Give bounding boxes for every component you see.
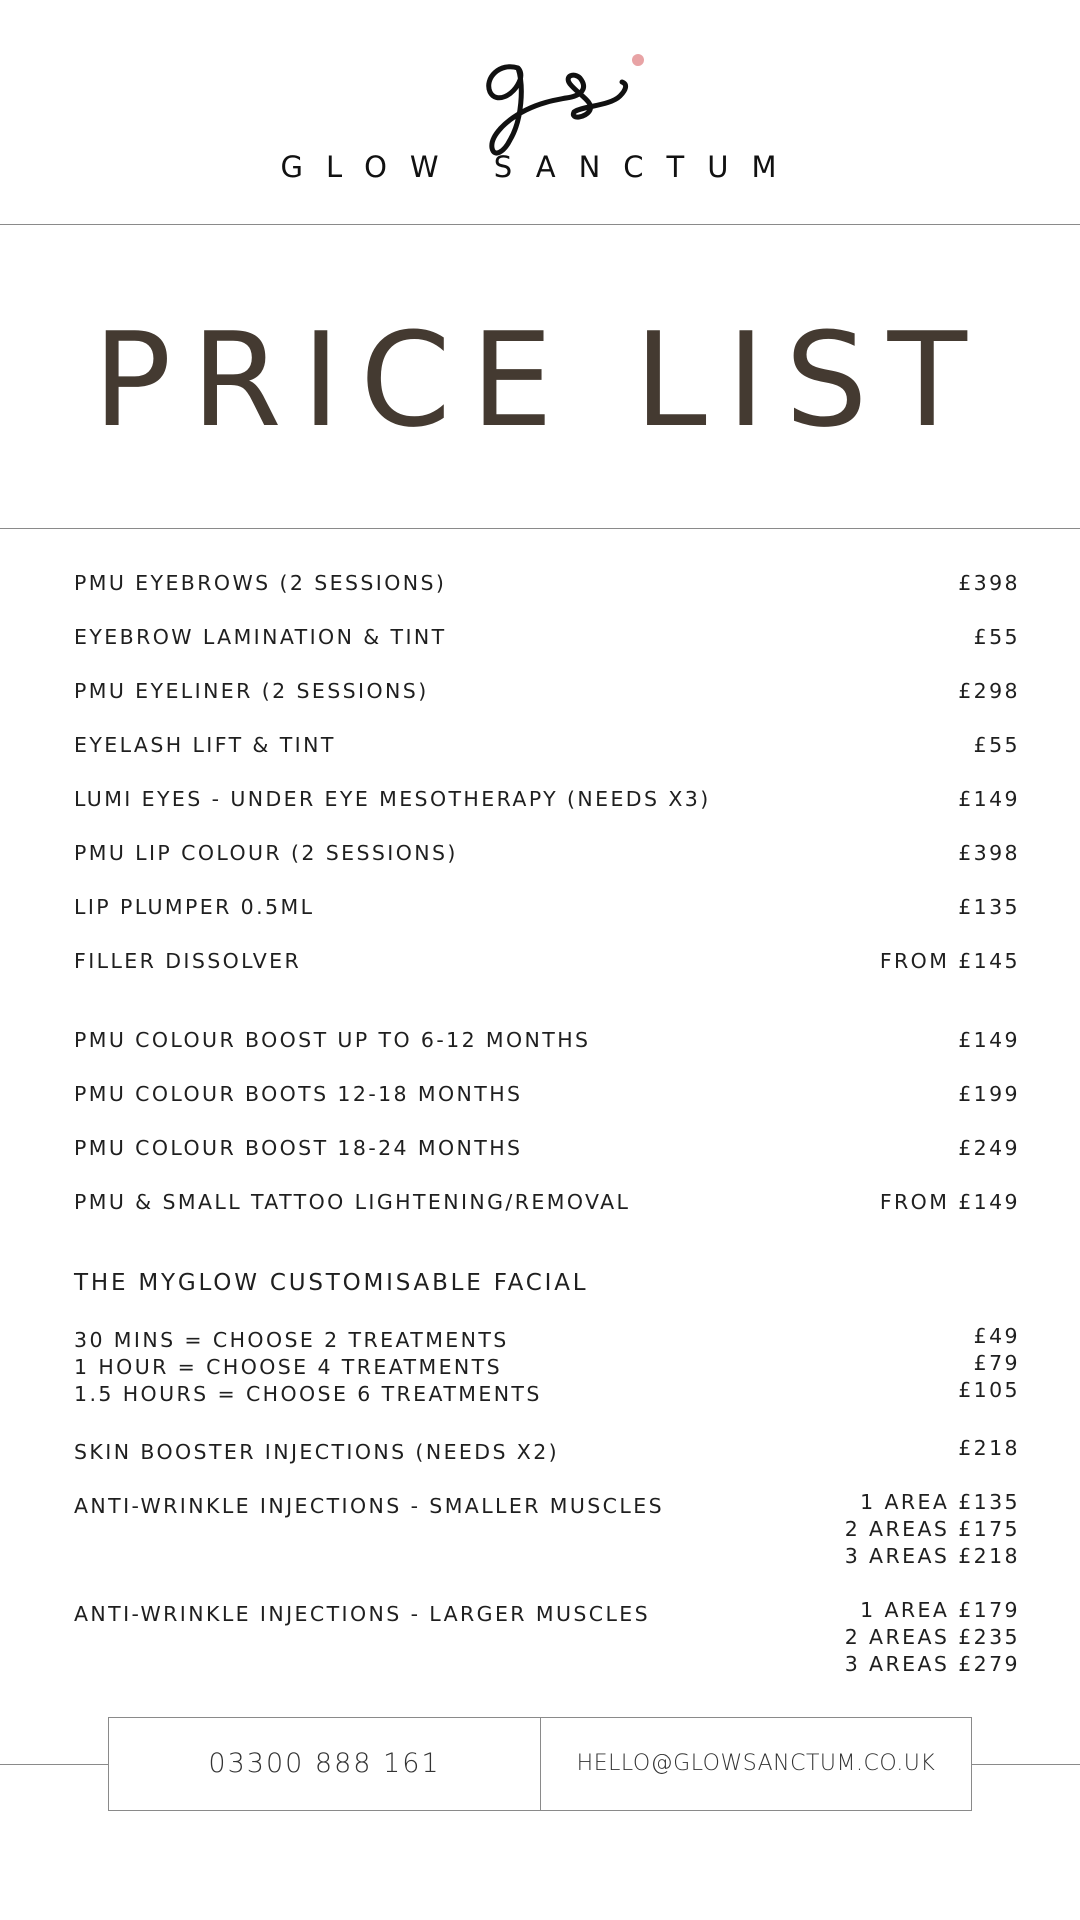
treatment-name: PMU & SMALL TATTOO LIGHTENING/REMOVAL <box>74 1190 631 1214</box>
treatment-name: LIP PLUMPER 0.5ML <box>74 895 315 919</box>
treatment-name: PMU COLOUR BOOST UP TO 6-12 MONTHS <box>74 1028 591 1052</box>
header <box>0 0 1080 224</box>
treatment-price: 1 AREA £179 2 AREAS £235 3 AREAS £279 <box>844 1598 1020 1676</box>
treatment-price: £298 <box>958 679 1020 703</box>
brand-name: GLOW SANCTUM <box>280 150 800 184</box>
treatment-name: PMU COLOUR BOOST 18-24 MONTHS <box>74 1136 523 1160</box>
treatment-name: PMU COLOUR BOOTS 12-18 MONTHS <box>74 1082 523 1106</box>
treatment-price: FROM £145 <box>879 949 1020 973</box>
treatment-price: £55 <box>973 625 1020 649</box>
treatment-price: £149 <box>958 787 1020 811</box>
treatment-price: £218 <box>958 1436 1020 1460</box>
treatment-price: £398 <box>958 841 1020 865</box>
treatment-name: LUMI EYES - UNDER EYE MESOTHERAPY (NEEDS X3) <box>74 787 711 811</box>
footer-line-left <box>0 1764 108 1765</box>
treatment-name: PMU EYELINER (2 SESSIONS) <box>74 679 429 703</box>
email-address[interactable]: HELLO@GLOWSANCTUM.CO.UK <box>576 1751 936 1776</box>
treatment-price: £135 <box>958 895 1020 919</box>
facial-heading: THE MYGLOW CUSTOMISABLE FACIAL <box>74 1270 589 1296</box>
treatment-price: 1 AREA £135 2 AREAS £175 3 AREAS £218 <box>844 1490 1020 1568</box>
divider <box>0 224 1080 225</box>
facial-options: 30 MINS = CHOOSE 2 TREATMENTS 1 HOUR = CHOOSE 4 TREATMENTS 1.5 HOURS = CHOOSE 6 TREATMENTS <box>74 1328 542 1406</box>
phone-number[interactable]: 03300 888 161 <box>208 1748 441 1779</box>
treatment-price: £398 <box>958 571 1020 595</box>
footer-line-right <box>972 1764 1080 1765</box>
facial-options-row <box>74 1324 1020 1417</box>
treatment-price: £55 <box>973 733 1020 757</box>
treatment-price: £149 <box>958 1028 1020 1052</box>
contact-box <box>108 1717 972 1811</box>
treatment-name: PMU LIP COLOUR (2 SESSIONS) <box>74 841 458 865</box>
treatment-name: EYELASH LIFT & TINT <box>74 733 336 757</box>
treatment-price: FROM £149 <box>879 1190 1020 1214</box>
treatment-name: ANTI-WRINKLE INJECTIONS - SMALLER MUSCLES <box>74 1494 664 1518</box>
treatment-name: PMU EYEBROWS (2 SESSIONS) <box>74 571 447 595</box>
facial-prices: £49 £79 £105 <box>958 1324 1020 1402</box>
treatment-price: £199 <box>958 1082 1020 1106</box>
treatment-name: FILLER DISSOLVER <box>74 949 302 973</box>
treatment-price: £249 <box>958 1136 1020 1160</box>
accent-dot <box>632 54 644 66</box>
page-title: PRICE LIST <box>93 304 987 456</box>
divider <box>0 528 1080 529</box>
treatment-name: EYEBROW LAMINATION & TINT <box>74 625 447 649</box>
treatment-name: ANTI-WRINKLE INJECTIONS - LARGER MUSCLES <box>74 1602 651 1626</box>
treatment-name: SKIN BOOSTER INJECTIONS (NEEDS X2) <box>74 1440 560 1464</box>
